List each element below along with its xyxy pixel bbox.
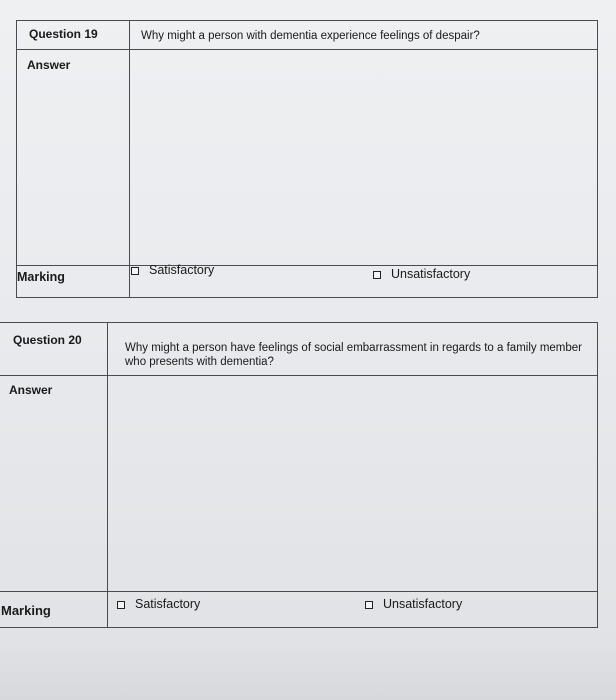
q19-unsatisfactory-checkbox[interactable] [373, 271, 381, 279]
q20-unsatisfactory-option[interactable] [365, 597, 462, 611]
q19-answer-label: Answer [27, 58, 71, 72]
q20-satisfactory-label: Satisfactory [135, 597, 201, 611]
q19-unsatisfactory-label: Unsatisfactory [391, 267, 471, 281]
q20-answer-area[interactable] [109, 377, 597, 589]
q20-answer-row-divider [0, 591, 597, 592]
question-20-table [0, 322, 598, 628]
q20-unsatisfactory-checkbox[interactable] [365, 601, 373, 609]
q20-unsatisfactory-label: Unsatisfactory [383, 597, 463, 611]
q19-question-row-divider [17, 49, 597, 50]
q19-answer-area[interactable] [131, 51, 597, 263]
q20-satisfactory-option[interactable] [117, 597, 200, 611]
q20-column-divider [107, 323, 108, 627]
q19-satisfactory-label: Satisfactory [149, 263, 215, 277]
q20-answer-label: Answer [9, 383, 53, 397]
q19-unsatisfactory-option[interactable] [373, 267, 470, 281]
question-19-table [16, 20, 598, 298]
q19-satisfactory-option[interactable] [131, 263, 214, 277]
q19-marking-label: Marking [17, 270, 65, 284]
q19-column-divider [129, 21, 130, 297]
q20-number-label: Question 20 [13, 333, 82, 347]
q19-number-label: Question 19 [29, 27, 98, 41]
page-shadow [0, 640, 616, 700]
q19-satisfactory-checkbox[interactable] [131, 267, 139, 275]
q20-satisfactory-checkbox[interactable] [117, 601, 125, 609]
q20-question-row-divider [0, 375, 597, 376]
q19-question-text: Why might a person with dementia experience feelings of despair? [141, 30, 480, 42]
q20-question-text: Why might a person have feelings of social embarrassment in regards to a family member who presents with dementia? [125, 342, 583, 369]
q20-marking-label: Marking [1, 603, 51, 618]
